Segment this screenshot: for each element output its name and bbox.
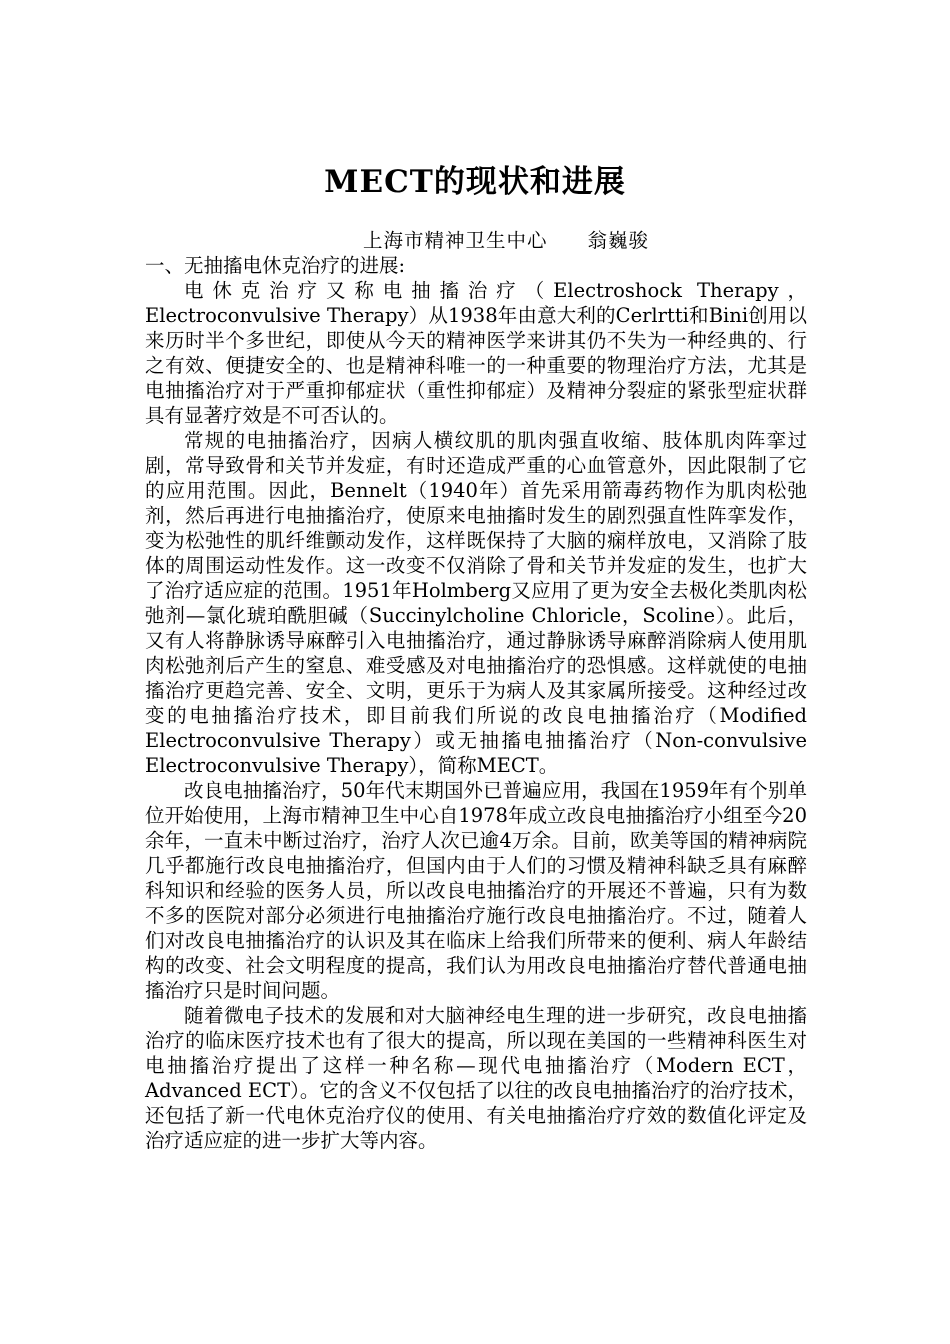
institution-name: 上海市精神卫生中心 bbox=[362, 229, 548, 252]
section-heading: 一、无抽搐电休克治疗的进展: bbox=[145, 254, 406, 277]
paragraph-3: 改良电抽搐治疗，50年代末期国外已普遍应用，我国在1959年有个别单位开始使用，上海市精神卫生中心自1978年成立改良电抽搐治疗小组至今20余年，一直未中断过治疗，治疗人次已逾4万余。目前，欧美等国的精神病院几乎都施行改良电抽搐治疗，但国内由于人们的习惯及精神科缺乏具有麻醉科知识和经验的医务人员，所以改良电抽搐治疗的开展还不普遍，只有为数不多的医院对部分必须进行电抽搐治疗施行改良电抽搐治疗。不过，随着人们对改良电抽搐治疗的认识及其在临床上给我们所带来的便利、病人年龄结构的改变、社会文明程度的提高，我们认为用改良电抽搐治疗替代普通电抽搐治疗只是时间问题。 bbox=[145, 779, 807, 1002]
author-name: 翁巍骏 bbox=[587, 229, 650, 252]
document-title: MECT的现状和进展 bbox=[324, 164, 626, 200]
paragraph-2: 常规的电抽搐治疗，因病人横纹肌的肌肉强直收缩、肢体肌肉阵挛过剧，常导致骨和关节并发症，有时还造成严重的心血管意外，因此限制了它的应用范围。因此，Bennelt（1940年）首先采用箭毒药物作为肌肉松弛剂，然后再进行电抽搐治疗，使原来电抽搐时发生的剧烈强直性阵挛发作，变为松弛性的肌纤维颤动发作，这样既保持了大脑的痫样放电，又消除了肢体的周围运动性发作。这一改变不仅消除了骨和关节并发症的发生，也扩大了治疗适应症的范围。1951年Holmberg又应用了更为安全去极化类肌肉松弛剂—氯化琥珀酰胆碱（Succinylcholine Chloricle，Scoline）。此后，又有人将静脉诱导麻醉引入电抽搐治疗，通过静脉诱导麻醉消除病人使用肌肉松弛剂后产生的窒息、难受感及对电抽搐治疗的恐惧感。这样就使的电抽搐治疗更趋完善、安全、文明，更乐于为病人及其家属所接受。这种经过改变的电抽搐治疗技术，即目前我们所说的改良电抽搐治疗（Modified Electroconvulsive Therapy）或无抽搐电抽搐治疗（Non-convulsive Electroconvulsive Therapy），简称MECT。 bbox=[145, 429, 807, 777]
paragraph-1: 电休克治疗又称电抽搐治疗（Electroshock Therapy，Electroconvulsive Therapy）从1938年由意大利的Cerlrtti和Bini创用以来历时半个多世纪，即使从今天的精神医学来讲其仍不失为一种经典的、行之有效、便捷安全的、也是精神科唯一的一种重要的物理治疗方法，尤其是电抽搐治疗对于严重抑郁症状（重性抑郁症）及精神分裂症的紧张型症状群具有显著疗效是不可否认的。 bbox=[145, 279, 807, 427]
document-body bbox=[145, 228, 807, 1153]
byline bbox=[145, 228, 807, 253]
paragraph-4: 随着微电子技术的发展和对大脑神经电生理的进一步研究，改良电抽搐治疗的临床医疗技术也有了很大的提高，所以现在美国的一些精神科医生对电抽搐治疗提出了这样一种名称—现代电抽搐治疗（Modern ECT，Advanced ECT）。它的含义不仅包括了以往的改良电抽搐治疗的治疗技术，还包括了新一代电休克治疗仪的使用、有关电抽搐治疗疗效的数值化评定及治疗适应症的进一步扩大等内容。 bbox=[145, 1004, 807, 1152]
